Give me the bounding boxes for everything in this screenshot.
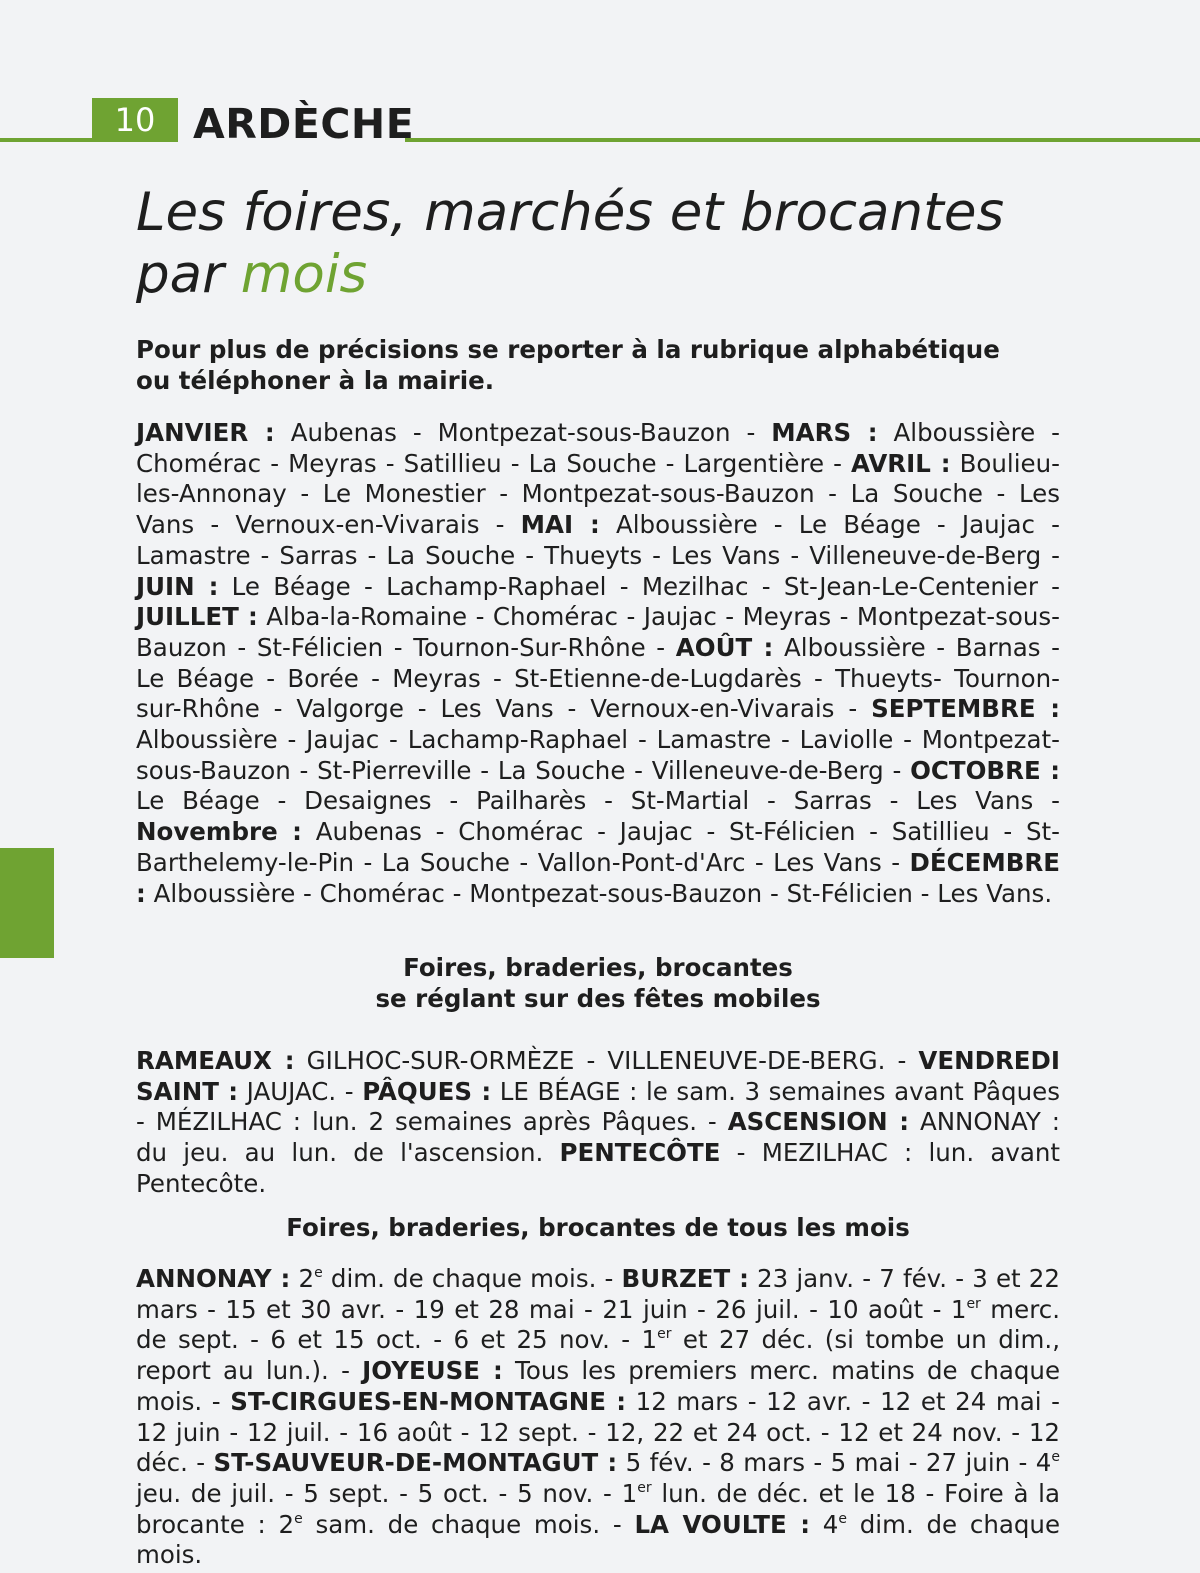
month-label: Novembre : (136, 817, 302, 847)
town-text: Tous les premiers merc. matins de chaque mois. - (136, 1356, 1061, 1416)
month-towns: Alboussière - Barnas - Le Béage - Borée - Meyras - St-Etienne-de-Lugdarès - Thueyts- Tournon-sur-Rhône - Valgorge - Les Vans - Vernoux-en-Vivarais - (136, 632, 1060, 724)
title-line-2-prefix: par (136, 244, 241, 305)
mobile-heading (136, 952, 1060, 1014)
title-accent: mois (240, 244, 368, 305)
town-text: jeu. de juil. - 5 sept. - 5 oct. - 5 nov. - 1 (136, 1478, 638, 1508)
month-towns: Alboussière - Le Béage - Jaujac - Lamastre - Sarras - La Souche - Thueyts - Les Vans - Villeneuve-de-Berg - (136, 510, 1060, 570)
month-towns: Le Béage - Lachamp-Raphael - Mezilhac - St-Jean-Le-Centenier - (231, 571, 1060, 601)
ordinal-suffix: e (1051, 1449, 1060, 1466)
month-label: SEPTEMBRE : (871, 694, 1060, 724)
section-title: ARDÈCHE (193, 100, 415, 148)
month-towns: Aubenas - Montpezat-sous-Bauzon - (290, 418, 756, 447)
town-text: dim. de chaque mois. (136, 1509, 1061, 1570)
town-text: 2 (298, 1264, 315, 1293)
ordinal-suffix: er (966, 1295, 981, 1312)
month-label: OCTOBRE : (910, 755, 1060, 785)
feast-text: GILHOC-SUR-ORMÈZE - VILLENEUVE-DE-BERG. - (306, 1046, 907, 1075)
month-towns: Alboussière - Jaujac - Lachamp-Raphael - Lamastre - Laviolle - Montpezat-sous-Bauzon - St-Pierreville - La Souche - Villeneuve-de-Berg - (136, 725, 1060, 785)
month-label: MAI : (520, 510, 600, 540)
town-text: lun. de déc. et le 18 - Foire à la brocante : 2 (136, 1478, 1061, 1539)
feast-label: VENDREDI SAINT : (136, 1046, 1060, 1106)
monthly-heading: Foires, braderies, brocantes de tous les mois (286, 1213, 910, 1242)
town-label: JOYEUSE : (362, 1356, 503, 1386)
header-rule-right (405, 138, 1200, 142)
town-label: ST-CIRGUES-EN-MONTAGNE : (230, 1386, 627, 1416)
town-label: BURZET : (621, 1264, 749, 1293)
months-paragraph (136, 418, 1060, 909)
month-label: DÉCEMBRE : (136, 847, 1060, 908)
town-text: merc. de sept. - 6 et 15 oct. - 6 et 25 nov. - 1 (136, 1294, 1060, 1355)
mobile-heading-line-1: Foires, braderies, brocantes (403, 953, 793, 982)
feast-text: LE BÉAGE : le sam. 3 semaines avant Pâques - MÉZILHAC : lun. 2 semaines après Pâques. - (136, 1076, 1060, 1137)
town-text: 12 mars - 12 avr. - 12 et 24 mai - 12 juin - 12 juil. - 16 août - 12 sept. - 12, 22 et 24 oct. - 12 et 24 nov. - 12 déc. - (136, 1386, 1060, 1478)
town-text: 5 fév. - 8 mars - 5 mai - 27 juin - 4 (625, 1448, 1052, 1478)
town-text: dim. de chaque mois. - (330, 1264, 614, 1293)
mobile-paragraph (136, 1046, 1060, 1200)
month-towns: Aubenas - Chomérac - Jaujac - St-Félicien - Satillieu - St-Barthelemy-le-Pin - La Souche - Vallon-Pont-d'Arc - Les Vans - (136, 817, 1061, 877)
title-line-1: Les foires, marchés et brocantes (136, 182, 1005, 243)
month-label: JUIN : (136, 571, 219, 601)
ordinal-suffix: er (657, 1326, 672, 1343)
month-label: MARS : (771, 418, 878, 447)
side-tab-marker (0, 848, 54, 958)
town-text: et 27 déc. (si tombe un dim., report au lun.). - (136, 1325, 1060, 1386)
feast-label: PÂQUES : (362, 1076, 492, 1106)
town-label: ST-SAUVEUR-DE-MONTAGUT : (213, 1448, 618, 1478)
intro-text: Pour plus de précisions se reporter à la rubrique alphabétique ou téléphoner à la mairie. (136, 335, 1000, 395)
town-text: 23 janv. - 7 fév. - 3 et 22 mars - 15 et 30 avr. - 19 et 28 mai - 21 juin - 26 juil. - 10 août - 1 (136, 1264, 1060, 1324)
month-towns: Alboussière - Chomérac - Montpezat-sous-Bauzon - St-Félicien - Les Vans. (153, 878, 1053, 908)
ordinal-suffix: e (838, 1510, 847, 1527)
feast-label: RAMEAUX : (136, 1046, 295, 1075)
monthly-paragraph (136, 1264, 1060, 1571)
town-text: 4 (822, 1509, 839, 1539)
town-text: sam. de chaque mois. - (315, 1509, 622, 1539)
feast-text: ANNONAY : du jeu. au lun. de l'ascension. (136, 1107, 1060, 1168)
header-rule-left (0, 138, 92, 142)
month-towns: Alboussière - Chomérac - Meyras - Satillieu - La Souche - Largentière - (136, 418, 1060, 478)
page-number: 10 (92, 98, 178, 142)
town-label: ANNONAY : (136, 1264, 291, 1293)
feast-label: ASCENSION : (727, 1107, 910, 1137)
month-label: AVRIL : (851, 448, 951, 478)
month-towns: Boulieu-les-Annonay - Le Monestier - Montpezat-sous-Bauzon - La Souche - Les Vans - Vernoux-en-Vivarais - (136, 448, 1060, 540)
month-towns: Le Béage - Desaignes - Pailharès - St-Martial - Sarras - Les Vans - (136, 786, 1060, 816)
page-title (136, 182, 1004, 306)
month-label: JUILLET : (136, 602, 258, 632)
town-label: LA VOULTE : (634, 1509, 811, 1539)
month-label: JANVIER : (136, 418, 275, 447)
month-label: AOÛT : (675, 632, 774, 662)
mobile-heading-line-2: se réglant sur des fêtes mobiles (375, 984, 821, 1013)
feast-text: JAUJAC. - (246, 1076, 354, 1106)
month-towns: Alba-la-Romaine - Chomérac - Jaujac - Meyras - Montpezat-sous-Bauzon - St-Félicien - Tournon-Sur-Rhône - (136, 602, 1060, 662)
ordinal-suffix: er (637, 1479, 652, 1496)
feast-label: PENTECÔTE (559, 1138, 721, 1168)
feast-text: - MEZILHAC : lun. avant Pentecôte. (136, 1138, 1060, 1198)
ordinal-suffix: e (314, 1265, 323, 1281)
ordinal-suffix: e (294, 1510, 303, 1527)
